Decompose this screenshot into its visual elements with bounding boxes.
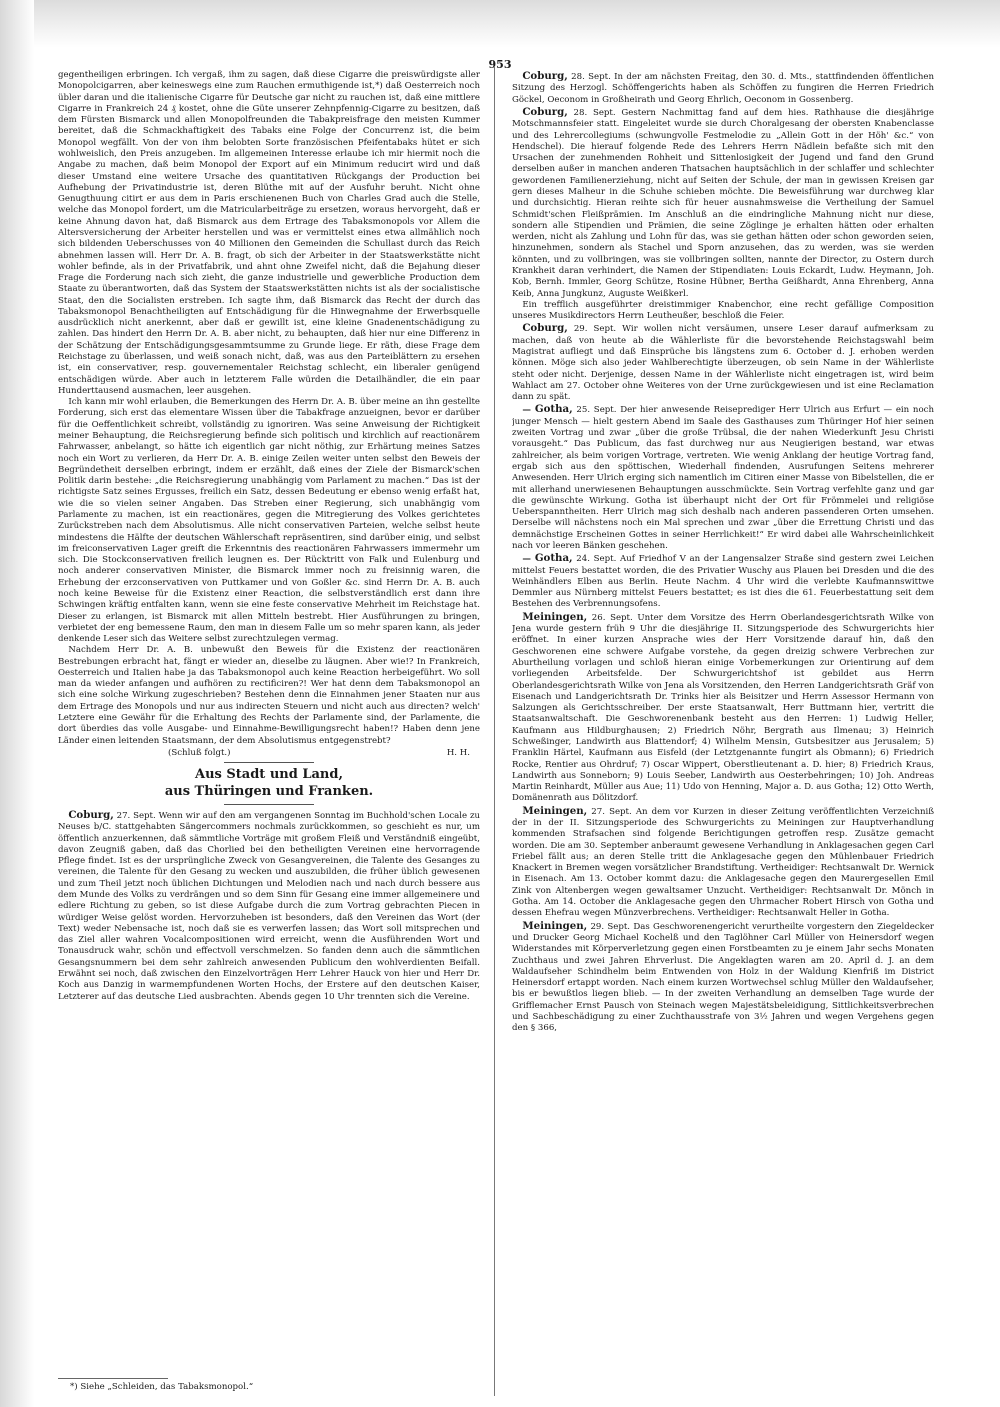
article-paragraph: gegentheiligen erbringen. Ich vergaß, ihm zu sagen, daß diese Cigarre die preiswürdigste aller Monopolcigarren, aber keineswegs eine zum Rauchen ermuthigende ist,*) daß Oesterreich noch übler daran und die italienische Cigarre für Deutsche gar nicht zu rauchen ist, daß eine mittlere Cigarre in Frankreich 24 ₰ kostet, ohne die Güte unserer Zehnpfennig-Cigarre zu besitzen, daß dem Fürsten Bismarck und allen Monopolfreunden die Tabakpreisfrage den meisten Kummer bereitet, daß die Schmackhaftigkeit des Tabaks eine Folge der Concurrenz ist, die beim Monopol wegfällt. Von der von ihm belobten Sorte französischen Pfeifentabaks hütet er sich wohlweislich, den Preis anzugeben. Im allgemeinen Interesse erlaube ich mir hiermit noch die Angabe zu machen, daß beim Monopol der Export auf ein Minimum reducirt wird und daß dieser Umstand eine weitere Ursache des quantitativen Rückgangs der Production bei Aufhebung der Privatindustrie ist, deren Blüthe mit auf der Ausfuhr beruht. Nicht ohne Genugthuung citirt er aus dem in Paris erschienenen Buch von Charles Grad auch die Stelle, welche das Monopol fordert, um die Matricularbeiträge zu ersetzen, woraus hervorgeht, daß er keine Ahnung davon hat, daß Bismarck aus dem Ertrage des Tabaksmonopols vor Allem die Altersversicherung der Arbeiter herstellen und was er vermittelst eines etwa allmählich noch sich bildenden Ueberschusses von 40 Millionen den Gemeinden die Schullast durch das Reich abnehmen lassen will. Herr Dr. A. B. fragt, ob sich der Arbeiter in der Staatswerkstätte nicht wohler befinde, als in der Privatfabrik, und ahnt ohne Zweifel nicht, daß die Bejahung dieser Frage die Forderung nach sich zieht, die ganze industrielle und gewerbliche Production dem Staate zu überantworten, daß das System der Staatswerkstätten nichts ist als der socialistische Staat, den die Socialisten erstreben. Ich sagte ihm, daß Bismarck das Recht der durch das Tabaksmonopol Benachtheiligten auf Entschädigung für die Hinwegnahme der Erwerbsquelle ausdrücklich nicht anerkennt, aber daß er gewillt ist, eine kleine Gnadenentschädigung zu zahlen. Das hindert den Herrn Dr. A. B. aber nicht, zu behaupten, daß hier nur eine Differenz in der Schätzung der Entschädigungsgesammtsumme zu Grunde liege. Er räth, diese Frage dem Reichstage zu überlassen, und weiß sonach nicht, daß, was aus den Parteiblättern zu ersehen ist, ein conservativer, resp. gouvernementaler Reichstag schlecht, ein liberaler genügend entschädigen würde. Aber auch in letzterem Falle würden die Detailhändler, die ein paar Hunderttausend ausmachen, leer ausgehen.	[58, 70, 480, 396]
news-entry	[512, 611, 934, 805]
news-entry	[512, 805, 934, 920]
entry-dateline: Meiningen,	[522, 919, 588, 932]
news-entry	[512, 920, 934, 1035]
section-divider	[224, 762, 314, 763]
article-paragraph: Ich kann mir wohl erlauben, die Bemerkungen des Herrn Dr. A. B. über meine an ihn gestellte Forderung, sich erst das elementare Wissen über die Tabakfrage anzueignen, bevor er darüber für die Oeffentlichkeit schreibt, vollständig zu ignoriren. Was seine Anweisung der Richtigkeit meiner Behauptung, die Reichsregierung befinde sich politisch und kirchlich auf reactionärem Fahrwasser, anbelangt, so hätte ich eigentlich gar nicht nöthig, zur Erhärtung meines Satzes noch ein Wort zu verlieren, da Herr Dr. A. B. einige Zeilen weiter unten selbst den Beweis der Begründetheit derselben erbringt, indem er erzählt, daß eines der Ziele der Bismarck'schen Politik darin bestehe: „die Reichsregierung unabhängig vom Parlament zu machen.“ Das ist der richtigste Satz seines Ergusses, freilich ein Satz, dessen Bedeutung er ebenso wenig erfaßt hat, wie die so vielen seiner Angaben. Das Streben einer Regierung, sich unabhängig vom Parlamente zu machen, ist ein reactionäres, gegen die Mitregierung des Volkes gerichtetes Zurückstreben nach dem Absolutismus. Alle nicht conservativen Parteien, welche selbst heute mindestens die Hälfte der deutschen Wählerschaft repräsentiren, sind darüber einig, und selbst im freiconservativen Lager greift die Erkenntnis des reactionären Fahrwassers immermehr um sich. Die Stockconservativen freilich leugnen es. Der Rücktritt von Falk und Eulenburg und noch anderer conservativen Minister, die Bismarck immer noch zu freisinnig waren, die Erhebung der erzconservativen von Puttkamer und von Goßler &c. sind Herrn Dr. A. B. auch noch keine Beweise für die Existenz einer Reaction, die selbstverständlich erst dann ihre Schwingen kräftig entfalten kann, wenn sie eine feste conservative Mehrheit im Reichstage hat. Dieser zu erlangen, ist Bismarck mit allen Mitteln bestrebt. Hier Ausführungen zu bringen, verbietet der eng bemessene Raum, den man in diesem Falle um so mehr sparen kann, als jeder denkende Leser sich das Weitere selbst zurechtzulegen vermag.	[58, 397, 480, 645]
entry-dash: —	[522, 554, 535, 565]
entry-dateline: Gotha,	[534, 403, 573, 416]
to-be-continued-note: (Schluß folgt.)	[168, 747, 231, 758]
entry-date: 25. Sept.	[576, 405, 617, 416]
section-heading-line-1: Aus Stadt und Land,	[195, 767, 343, 783]
entry-text: Gestern Nachmittag fand auf dem hies. Rathhause die diesjährige Motschmannsfeier statt. Eingeleitet wurde sie durch Choralgesang der obersten Knabenclasse und des Lehrercollegiums (schwungvolle Festmelodie zu „Allein Gott in der Höh' &c.“ von Hendschel). Die hierauf folgende Rede des Lehrers Herrn Nädlein befaßte sich mit den Ursachen der zunehmenden Rohheit und Sittenlosigkeit der Jugend und fand den Grund derselben außer in manchen anderen Thatsachen hauptsächlich in der schlaffer und schlechter gewordenen Familienerziehung, nicht auf Seiten der Schule, der man in gewissen Kreisen gar gern dieses Malheur in die Schuhe schieben möchte. Die Beweisführung war durchweg klar und durchsichtig. Hieran reihte sich für heuer ausnahmsweise die Vertheilung der Samuel Schmidt'schen Fleißprämien. Im Anschluß an die eindringliche Mahnung nicht nur diese, sondern alle Stipendien und Prämien, die seine Zöglinge je erhalten hätten oder erhalten werden, nicht als Zahlung und Lohn für das, was sie gethan hätten oder schon geworden seien, hinzunehmen, sondern als Stachel und Sporn anzusehen, das zu werden, was sie werden könnten, und zu vollbringen, was sie vollbringen sollten, nannte der Director, zu Ostern durch Krankheit daran verhindert, die Namen der Stipendiaten: Louis Eckardt, Ludw. Heymann, Joh. Kob, Bernh. Immler, Georg Schütze, Rosine Hübner, Bertha Geißhardt, Anna Ehrenberg, Anna Keib, Anna Jungkunz, Auguste Weißkerl.	[512, 107, 934, 299]
column-rule	[494, 66, 495, 1396]
scan-edge-left	[0, 0, 34, 1407]
entry-date: 27. Sept.	[591, 806, 632, 817]
article-signoff	[58, 747, 480, 760]
entry-dateline: Meiningen,	[522, 804, 588, 817]
entry-dateline: Coburg,	[522, 322, 568, 335]
entry-text: An dem vor Kurzen in dieser Zeitung veröffentlichten Verzeichniß der in der II. Sitzungsperiode des Schwurgerichts zu Meiningen zur Hauptverhandlung kommenden Strafsachen sind folgende Berichtigungen getroffen resp. Zusätze gemacht worden. Die am 30. September anberaumt gewesene Verhandlung in Anklagesachen gegen Carl Friebel fällt aus; an deren Stelle tritt die Anklagesache gegen den Mühlenbauer Friedrich Knackert in Bremen wegen vorsätzlicher Brandstiftung. Vertheidiger: Rechtsanwalt Dr. Wernick in Eisenach. Am 13. October kommt dazu: die Anklagesache gegen den Maurergesellen Emil Zink von Altenbergen wegen gewaltsamer Unzucht. Vertheidiger: Rechtsanwalt Dr. Mönch in Gotha. Am 14. October die Anklagesache gegen den Uhrmacher Robert Hirsch von Gotha und dessen Ehefrau wegen Münzverbrechens. Vertheidiger: Rechtsanwalt Heller in Gotha.	[512, 806, 934, 919]
right-column	[512, 70, 934, 1395]
news-entry	[512, 70, 934, 106]
news-entry	[512, 106, 934, 300]
scan-edge-top	[0, 0, 1000, 48]
section-heading	[58, 767, 480, 801]
entry-dateline: Coburg,	[522, 70, 568, 82]
entry-dateline: Coburg,	[522, 105, 568, 118]
entry-text: Das Geschworenengericht verurtheilte vorgestern den Ziegeldecker und Drucker Georg Michael Kochelß und den Taglöhner Carl Müller von Heinersdorf wegen Widerstandes mit Körperverletzung gegen einen Forstbeamten zu je einem Jahr sechs Monaten Zuchthaus und zwei Jahren Ehrverlust. Die Angeklagten waren am 20. April d. J. an dem Waldaufseher Schindhelm beim Entwenden von Holz in der Waldung Kienfriß im District Heinersdorf ertappt worden. Nach einem kurzen Wortwechsel schlug Müller den Waldaufseher, bis er bewußtlos liegen blieb. — In der zweiten Verhandlung an demselben Tage wurde der Grifflemacher Ernst Pausch von Steinach wegen Majestätsbeleidigung, Sittlichkeitsverbrechen und Sachbeschädigung zu einer Zuchthausstrafe von 3½ Jahren und wegen Vergehens gegen den § 366,	[512, 921, 934, 1034]
entry-text: Ein trefflich ausgeführter dreistimmiger Knabenchor, eine recht gefällige Composition unseres Musikdirectors Herrn Leutheußer, beschloß die Feier.	[512, 299, 934, 322]
entry-date: 24. Sept.	[576, 554, 617, 565]
entry-date: 26. Sept.	[591, 612, 633, 623]
entry-text: Auf Friedhof V an der Langensalzer Straße sind gestern zwei Leichen mittelst Feuers bestattet worden, die des Privatier Wuschy aus Plauen bei Dresden und die des Weinhändlers Elben aus Berlin. Heute Nachm. 4 Uhr wird die verlebte Kaufmannswittwe Demmler aus Nürnberg mittelst Feuers bestattet; es ist dies die 61. Feuerbestattung seit dem Bestehen des Verbrennungsofens.	[512, 554, 934, 610]
news-entry	[512, 322, 934, 403]
author-initials: H. H.	[446, 747, 470, 758]
news-entry	[58, 809, 480, 1003]
footnote: *) Siehe „Schleiden, das Tabaksmonopol.“	[70, 1382, 254, 1392]
news-entry	[512, 552, 934, 611]
entry-date: 28. Sept.	[571, 72, 611, 82]
section-heading-line-2: aus Thüringen und Franken.	[164, 784, 374, 800]
entry-text: Wir wollen nicht versäumen, unsere Leser darauf aufmerksam zu machen, daß von heute ab die Wählerliste für die bevorstehende Reichstagswahl beim Magistrat aufliegt und daß Einsprüche bis längstens zum 6. October d. J. erhoben werden können. Möge sich also jeder Wahlberechtigte überzeugen, ob sein Name in der Wählerliste steht oder nicht. Derjenige, dessen Name in der Wählerliste nicht eingetragen ist, wird beim Wahlact am 27. October ohne Weiteres von der Urne zurückgewiesen und ist eine Reclamation dann zu spät.	[512, 324, 934, 403]
heading-underline	[224, 804, 314, 805]
entry-text: Unter dem Vorsitze des Herrn Oberlandesgerichtsrath Wilke von Jena wurde gestern früh 9 Uhr die diesjährige II. Sitzungsperiode des Schwurgerichts hier eröffnet. In einer kurzen Ansprache wies der Herr Vorsitzende darauf hin, daß den Geschworenen eine schwere Aufgabe vorstehe, da gegen dreizig schwere Verbrechen zur Aburtheilung vorlagen und schloß hieran einige Vorbemerkungen zur Orientirung auf dem vorliegenden Arbeitsfelde. Der Schwurgerichtshof ist gebildet aus Herrn Oberlandesgerichtsrath Wilke von Jena als Vorsitzenden, den Herren Landgerichtsrath Gräf von Eisenach und Landgerichtsrath Dr. Trinks hier als Beisitzer und Herrn Assessor Hermann von Salzungen als Gerichtsschreiber. Der erste Staatsanwalt, Herr Buttmann hier, vertritt die Staatsanwaltschaft. Die Geschworenenbank besteht aus den Herren: 1) Ludwig Heller, Kaufmann aus Hildburghausen; 2) Friedrich Nöhr, Bergrath aus Ilmenau; 3) Heinrich Schweßinger, Landwirth aus Blattendorf; 4) Wilhelm Mensin, Gutsbesitzer aus Jerusalem; 5) Franklin Härtel, Kaufmann aus Eisfeld (der Letztgenannte fungirt als Obmann); 6) Friedrich Rocke, Rentier aus Ohrdruf; 7) Oscar Wippert, Oberstlieutenant a. D. hier; 8) Friedrich Kraus, Landwirth aus Sonneborn; 9) Louis Seeber, Landwirth aus Oesterbehringen; 10) Joh. Andreas Martin Reinhardt, Müller aus Aue; 11) Udo von Henning, Major a. D. aus Gotha; 12) Otto Werth, Domänenrath aus Dölitzdorf.	[512, 612, 934, 804]
left-column	[58, 70, 480, 1375]
entry-date: 27. Sept.	[116, 810, 156, 821]
news-entry	[512, 300, 934, 323]
article-paragraph: Nachdem Herr Dr. A. B. unbewußt den Beweis für die Existenz der reactionären Bestrebungen erbracht hat, fängt er wieder an, dieselbe zu läugnen. Aber wie!? In Frankreich, Oesterreich und Italien habe ja das Tabaksmonopol auch keine Reaction herbeigeführt. Wo soll man da wieder anfangen und aufhören zu rectificiren?! Wer hat denn dem Tabaksmonopol an sich eine solche Wirkung zugeschrieben? Bestehen denn die Einnahmen jener Staaten nur aus dem Ertrage des Monopols und nur aus indirecten Steuern und nicht auch aus directen? welch' Letztere eine Gewähr für die Erhaltung des Rechts der Parlamente sind, der Parlamente, die dort überdies das volle Ausgabe- und Einnahme-Bewilligungsrecht haben!? Haben denn jene Länder einen leitenden Staatsmann, der dem Absolutismus entgegenstrebt?	[58, 645, 480, 746]
entry-date: 29. Sept.	[573, 324, 617, 335]
entry-date: 28. Sept.	[573, 107, 616, 118]
entry-date: 29. Sept.	[590, 921, 631, 932]
footnote-rule	[58, 1378, 168, 1379]
entry-dateline: Coburg,	[68, 808, 114, 821]
entry-text: Der hier anwesende Reiseprediger Herr Ulrich aus Erfurt — ein noch junger Mensch — hielt gestern Abend im Saale des Gasthauses zum Thüringer Hof hier seinen zweiten Vortrag und zwar „über die große Trübsal, die der nahen Wiederkunft Jesu Christi vorausgeht.“ Das Publicum, das fast durchweg nur aus Neugierigen bestand, war etwas zahlreicher, als beim vorigen Vortrage, vertreten. Wie wenig Anklang der heutige Vortrag fand, ergab sich aus den spöttischen, Wiederhall findenden, Ausrufungen Seitens mehrerer Anwesenden. Herr Ulrich erging sich namentlich im Citiren einer Masse von Bibelstellen, die er mit allerhand unerwiesenen Behauptungen ausschmückte. Sein Vortrag verfehlte ganz und gar die gewünschte Wirkung. Gotha ist überhaupt nicht der Ort für Frömmelei und religiöse Ueberspanntheiten. Herr Ulrich mag sich deshalb nach anderen passenderen Orten umsehen. Derselbe will nächstens noch ein Mal sprechen und zwar „über die Errettung Christi und das demnächstige Erscheinen Gottes in seiner Herrlichkeit!“ Er wird dabei alle Wahrscheinlichkeit nach vor leeren Bänken geschehen.	[512, 405, 934, 551]
news-entry	[512, 403, 934, 552]
entry-dateline: Gotha,	[534, 552, 573, 565]
entry-text: Wenn wir auf den am vergangenen Sonntag im Buchhold'schen Locale zu Neuses b/C. stattgehabten Sängercommers nochmals zurückkommen, so geschieht es nur, um öffentlich anzuerkennen, daß sämmtliche Vorträge mit großem Fleiß und Verständniß eingeübt, davon Zeugniß gaben, daß das Chorlied bei den betheiligten Vereinen eine hervorragende Pflege findet. Ist es der ursprüngliche Zweck von Gesangvereinen, die Talente des Gesanges zu vereinen, die Talente für den Gesang zu wecken und auszubilden, die früher üblich gewesenen und zum Theil jetzt noch üblichen Dichtungen und Melodien nach und nach durch bessere aus dem Munde des Volks zu verdrängen und so dem Sinn für Gesang eine immer allgemeinere und edlere Richtung zu geben, so ist diese Aufgabe durch die zum Vortrag gebrachten Piecen in würdiger Weise gelöst worden. Hervorzuheben ist besonders, daß den Vereinen das Wort (der Text) weder Nebensache ist, noch daß sie es verwerfen lassen; das Wort soll mitsprechen und das Ziel aller wahren Vocalcompositionen wird erreicht, wenn die Ausführenden Wort und Tonausdruck wahr, schön und effectvoll verschmelzen. So fanden denn auch die sämmtlichen Gesangsnummern bei dem sehr zahlreich anwesenden Publicum den wohlverdienten Beifall. Erwähnt sei noch, daß zwischen den Einzelvorträgen Herr Lehrer Hauck von hier und Herr Dr. Koch aus Danzig in warmempfundenen Worten Hochs, der Erstere auf den deutschen Kaiser, Letzterer auf das deutsche Lied ausbrachten. Abends gegen 10 Uhr trennten sich die Vereine.	[58, 810, 480, 1002]
entry-text: In der am nächsten Freitag, den 30. d. Mts., stattfindenden öffentlichen Sitzung des Herzogl. Schöffengerichts haben als Schöffen zu fungiren die Herren Friedrich Göckel, Oeconom in Großheirath und Georg Ehrlich, Oeconom in Gossenberg.	[512, 72, 934, 105]
page-number: 953	[488, 58, 512, 71]
entry-dash: —	[522, 405, 535, 416]
entry-dateline: Meiningen,	[522, 610, 588, 623]
